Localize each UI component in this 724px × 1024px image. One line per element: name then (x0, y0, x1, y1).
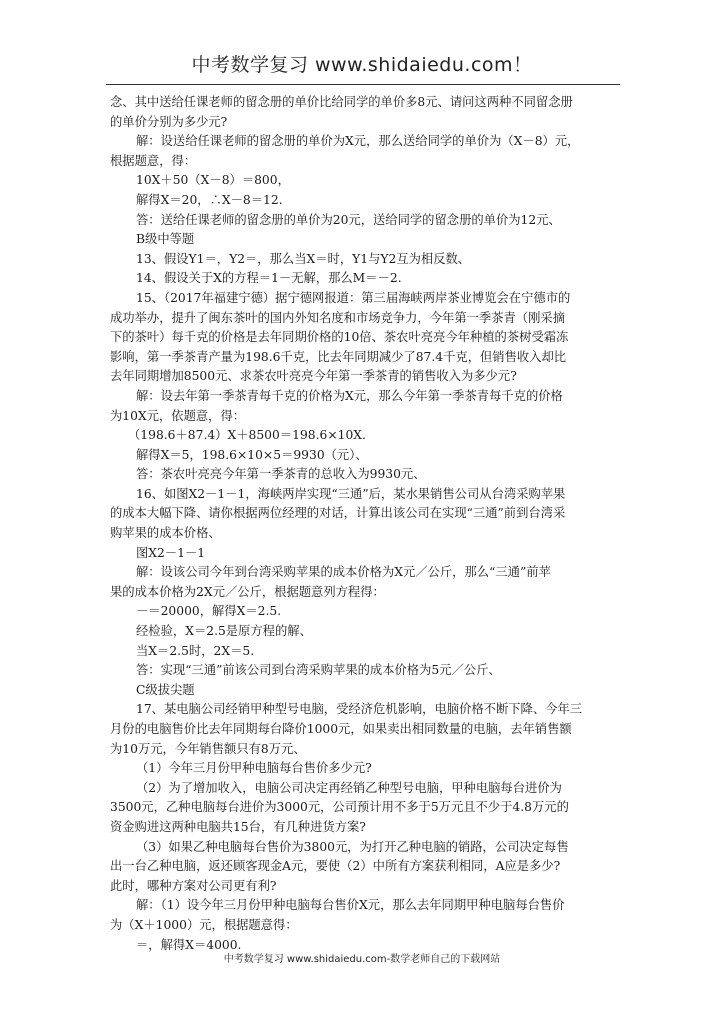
text-line: 出一台乙种电脑，返还顾客现金A元，要使（2）中所有方案获利相同，A应是多少? (110, 859, 561, 874)
text-line: 念、其中送给任课老师的留念册的单价比给同学的单价多8元、请问这两种不同留念册 (110, 95, 573, 109)
text-line: 13、假设Y1＝，Y2＝，那么当X＝时，Y1与Y2互为相反数、 (136, 251, 471, 266)
text-line: 影响，第一季茶青产量为198.6千克，比去年同期减少了87.4千克，但销售收入却比 (110, 349, 567, 364)
text-line: 下的茶叶）每千克的价格是去年同期价格的10倍、茶农叶亮亮今年种植的茶树受霜冻 (110, 330, 569, 345)
text-line: 答：送给任课老师的留念册的单价为20元，送给同学的留念册的单价为12元、 (136, 212, 561, 227)
text-line: 3500元，乙种电脑每台进价为3000元，公司预计用不多于5万元且不少于4.8万元的 (110, 800, 569, 815)
text-line: 成功举办，提升了闽东茶叶的国内外知名度和市场竞争力，今年第一季茶青（刚采摘 (110, 310, 565, 325)
text-line: 去年同期增加8500元、求茶农叶亮亮今年第一季茶青的销售收入为多少元? (110, 369, 517, 384)
text-line: 经检验，X＝2.5是原方程的解、 (136, 624, 312, 639)
page-header-title: 中考数学复习 www.shidaiedu.com！ (191, 54, 533, 76)
text-line: 答：茶农叶亮亮今年第一季茶青的总收入为9930元、 (136, 467, 426, 482)
text-line: C级拔尖题 (136, 682, 195, 697)
text-line: 的单价分别为多少元? (110, 114, 228, 129)
text-line: 解得X＝5，198.6×10×5＝9930（元）、 (136, 447, 368, 462)
text-line: 解：（1）设今年三月份甲种电脑每台售价X元，那么去年同期甲种电脑每台售价 (136, 898, 565, 913)
text-line: 16、如图X2－1－1，海峡两岸实现“三通”后，某水果销售公司从台湾采购苹果 (136, 486, 566, 501)
text-line: 购苹果的成本价格、 (110, 526, 221, 541)
header-divider (106, 84, 620, 85)
text-line: 10X＋50（X－8）＝800， (136, 173, 290, 188)
text-line: 解：设该公司今年到台湾采购苹果的成本价格为X元／公斤，那么“三通”前苹 (136, 565, 551, 580)
text-line: 根据题意，得： (110, 153, 197, 168)
text-line: 为（X＋1000）元，根据题意得： (110, 917, 298, 932)
text-line: （2）为了增加收入，电脑公司决定再经销乙种型号电脑，甲种电脑每台进价为 (136, 780, 562, 795)
document-body (110, 93, 620, 955)
text-line: 此时，哪种方案对公司更有利? (110, 878, 277, 893)
text-line: 当X＝2.5时，2X＝5. (136, 643, 255, 658)
text-line: 答：实现“三通”前该公司到台湾采购苹果的成本价格为5元／公斤、 (136, 663, 501, 678)
text-line: 17、某电脑公司经销甲种型号电脑，受经济危机影响，电脑价格不断下降、今年三 (136, 702, 583, 717)
text-line: 月份的电脑售价比去年同期每台降价1000元，如果卖出相同数量的电脑，去年销售额 (110, 722, 572, 736)
text-line: B级中等题 (136, 232, 195, 247)
text-line: （3）如果乙种电脑每台售价为3800元，为打开乙种电脑的销路，公司决定每售 (136, 839, 569, 854)
text-line: 果的成本价格为2X元／公斤，根据题意列方程得： (110, 584, 385, 599)
text-line: 解：设送给任课老师的留念册的单价为X元，那么送给同学的单价为（X－8）元， (136, 134, 580, 149)
text-line: 14、假设关于X的方程＝1－无解，那么M＝－2. (136, 271, 402, 286)
text-line: －＝20000，解得X＝2.5. (136, 604, 282, 619)
page-footer: 中考数学复习 www.shidaiedu.com-数学老师自己的下载网站 (223, 954, 501, 965)
text-line: （198.6＋87.4）X＋8500＝198.6×10X. (128, 428, 366, 443)
text-line: 解：设去年第一季茶青每千克的价格为X元，那么今年第一季茶青每千克的价格 (136, 388, 563, 403)
text-line: 为10万元，今年销售额只有8万元、 (110, 741, 306, 756)
text-line: （1）今年三月份甲种电脑每台售价多少元? (136, 761, 372, 776)
text-line: 图X2－1－1 (136, 545, 206, 560)
text-line: ＝，解得X＝4000. (136, 937, 242, 952)
text-line: 为10X元，依题意，得： (110, 408, 246, 423)
text-line: 资金购进这两种电脑共15台，有几种进货方案? (110, 819, 366, 834)
text-line: 解得X＝20，∴X－8＝12. (136, 192, 283, 207)
text-line: 的成本大幅下降、请你根据两位经理的对话，计算出该公司在实现“三通”前到台湾采 (110, 506, 566, 521)
text-line: 15、（2017年福建宁德）据宁德网报道：第三届海峡两岸茶业博览会在宁德市的 (136, 290, 571, 305)
